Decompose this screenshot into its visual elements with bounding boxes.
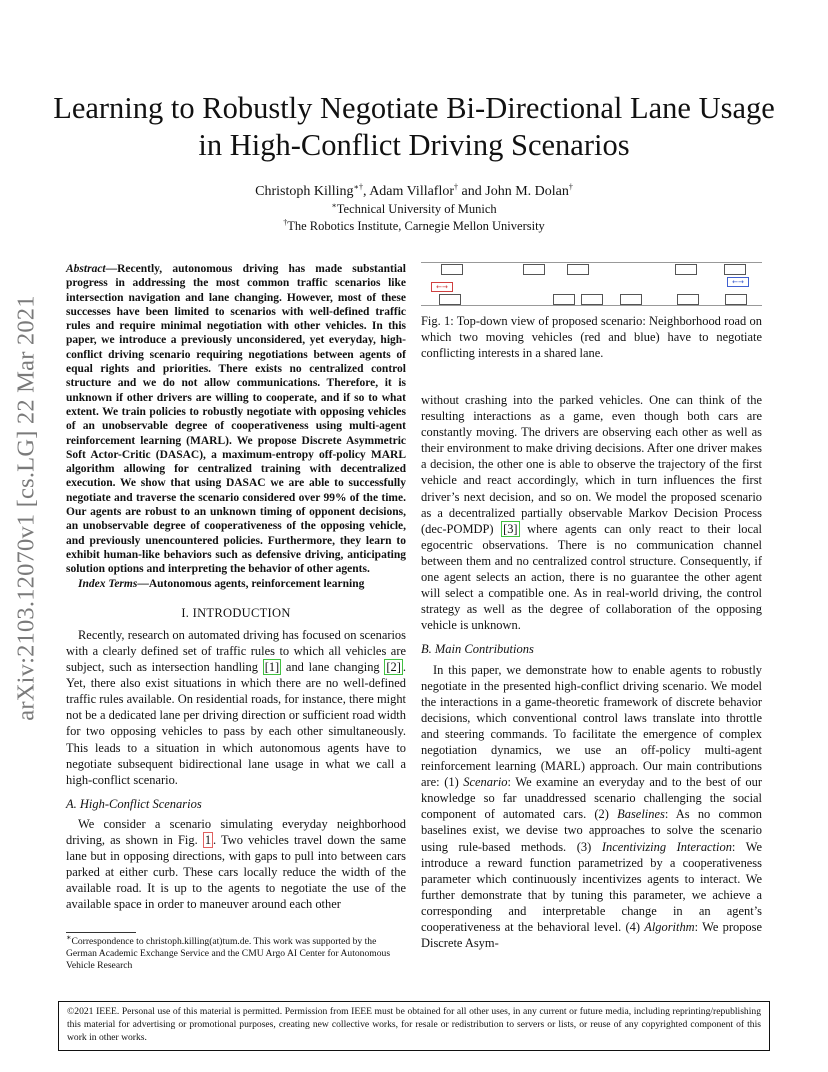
arxiv-stamp-text: arXiv:2103.12070v1 [cs.LG] 22 Mar 2021 bbox=[13, 294, 40, 721]
author-killing-marks: ∗† bbox=[353, 182, 363, 192]
parked-car bbox=[675, 264, 697, 275]
parked-car bbox=[553, 294, 575, 305]
high-conflict-paragraph bbox=[66, 816, 406, 913]
paper-title: Learning to Robustly Negotiate Bi-Directional Lane Usage in High-Conflict Driving Scenarios bbox=[53, 91, 775, 162]
parked-car bbox=[523, 264, 545, 275]
parked-car bbox=[439, 294, 461, 305]
blue-vehicle-icon: ←→ bbox=[727, 277, 749, 287]
citation-link-1[interactable]: [1] bbox=[264, 660, 280, 675]
contrib-text-4: : We introduce a reward function parametrized by a cooperativeness parameter which continuously incentivizes agents to interact. We further demonstrate that by tuning this parameter, we achieve a corresponding and interpretable change in an agent’s cooperativeness at the behavioral level. (4) bbox=[421, 839, 762, 934]
contrib-text-3: : As no common baselines exist, we devise two approaches to solve the scenario using rule-based methods. (3) bbox=[421, 807, 763, 854]
subsection-heading-contributions: B. Main Contributions bbox=[421, 642, 534, 657]
left-column bbox=[66, 262, 406, 913]
red-vehicle-icon: ←→ bbox=[431, 282, 453, 292]
index-terms-lead: Index Terms bbox=[78, 577, 138, 590]
contrib-text-2: : We examine an everyday and to the best of our knowledge so far unaddressed scenario challenging the social component of automated cars. (2) bbox=[421, 775, 762, 822]
intro-text-3: . Yet, there also exist situations in which there are no well-defined traffic rules available. On residential roads, for instance, there might not be a dedicated lane per driving direction or sufficient road width for two opposing vehicles to pass by each other simultaneously. This leads to a situation in which autonomous agents have to negotiate subsequent bidirectional lane usage in what we call a high-conflict scenario. bbox=[66, 660, 407, 787]
footnote bbox=[66, 932, 406, 972]
abstract bbox=[66, 262, 406, 577]
contrib-baselines: Baselines bbox=[617, 807, 665, 822]
road-edge-bottom bbox=[421, 305, 762, 306]
affiliation-cmu bbox=[40, 219, 788, 234]
contrib-scenario: Scenario bbox=[463, 775, 508, 790]
figure-ref-link[interactable]: 1 bbox=[204, 833, 212, 848]
game-text-2: where agents can only react to their local egocentric observations. There is no communication channel between them and no centralized control structure. Consequently, if one agent selects an action, there is no guarantee the other agent will select a compatible one. As in real-world driving, the control strategy as well as the degree of collaboration of the opposing vehicle is unknown. bbox=[421, 521, 762, 633]
parked-car bbox=[441, 264, 463, 275]
affiliation-cmu-text: The Robotics Institute, Carnegie Mellon University bbox=[287, 219, 545, 233]
index-terms bbox=[66, 577, 406, 591]
affiliation-tum bbox=[40, 202, 788, 217]
game-paragraph bbox=[421, 392, 762, 633]
contrib-algorithm: Algorithm bbox=[644, 920, 695, 934]
author-list bbox=[40, 183, 788, 200]
figure-caption: Fig. 1: Top-down view of proposed scenario: Neighborhood road on which two moving vehicles (red and blue) have to negotiate conflicting interests in a shared lane. bbox=[421, 314, 762, 361]
affiliation-tum-mark: ∗ bbox=[331, 200, 337, 210]
arxiv-stamp bbox=[12, 255, 42, 760]
intro-text-1: Recently, research on automated driving has focused on scenarios with a clearly defined set of traffic rules to which all vehicles are subject, such as intersection handling bbox=[66, 627, 406, 675]
intro-paragraph bbox=[66, 627, 406, 788]
right-column bbox=[421, 392, 762, 951]
abstract-lead: Abstract bbox=[66, 263, 106, 275]
footnote-rule bbox=[66, 932, 136, 933]
road-edge-top bbox=[421, 262, 762, 263]
author-killing: Christoph Killing bbox=[255, 184, 354, 199]
citation-link-2[interactable]: [2] bbox=[386, 660, 401, 675]
scenario-figure bbox=[421, 262, 762, 306]
affiliation-tum-text: Technical University of Munich bbox=[336, 202, 497, 216]
parked-car bbox=[620, 294, 642, 305]
subsection-heading-high-conflict: A. High-Conflict Scenarios bbox=[66, 796, 202, 811]
author-dolan: and John M. Dolan bbox=[458, 184, 569, 199]
author-villaflor: , Adam Villaflor bbox=[362, 184, 455, 199]
contrib-text-5: : We propose Discrete Asym- bbox=[421, 920, 762, 951]
author-villaflor-marks: † bbox=[454, 182, 459, 192]
parked-car bbox=[567, 264, 589, 275]
contributions-paragraph bbox=[421, 662, 762, 952]
author-dolan-marks: † bbox=[568, 182, 573, 192]
section-heading-introduction: I. INTRODUCTION bbox=[181, 605, 291, 620]
parked-car bbox=[725, 294, 747, 305]
parked-car bbox=[724, 264, 746, 275]
intro-text-2: and lane changing bbox=[281, 660, 385, 675]
game-text-1: without crashing into the parked vehicles. One can think of the resulting interactions as a game, even though both cars are constantly moving. The drivers are observing each other as well as their environment to make driving decisions. After one driver makes a decision, the other one is able to observe the trajectory of the first vehicle and react accordingly, which in turn influences the first driver’s next decision, and so on. We model the proposed scenario as a decentralized partially observable Markov Decision Process (dec-POMDP) bbox=[421, 393, 762, 536]
footnote-text: Correspondence to christoph.killing(at)tum.de. This work was supported by the German Academic Exchange Service and the CMU Argo AI Center for Autonomous Vehicle Research bbox=[66, 936, 391, 971]
footnote-mark: ∗ bbox=[66, 932, 72, 942]
affiliation-cmu-mark: † bbox=[283, 217, 288, 227]
high-conflict-text-1: We consider a scenario simulating everyday neighborhood driving, as shown in Fig. bbox=[66, 816, 406, 848]
contrib-text-1: In this paper, we demonstrate how to enable agents to robustly negotiate in the presented high-conflict driving scenario. We model the interactions in a game-theoretic framework of discrete behavior decisions, which conventional control laws translate into throttle and steering commands. To facilitate the emergence of complex negotiation dynamics, we use an off-policy multi-agent reinforcement learning (MARL) approach. Our main contributions are: (1) bbox=[421, 662, 762, 790]
copyright-notice: ©2021 IEEE. Personal use of this material is permitted. Permission from IEEE must be obtained for all other uses, in any current or future media, including reprinting/republishing this material for advertising or promotional purposes, creating new collective works, for resale or redistribution to servers or lists, or reuse of any copyrighted component of this work in other works. bbox=[58, 1001, 770, 1051]
abstract-text: —Recently, autonomous driving has made substantial progress in addressing the most common traffic scenarios like intersection navigation and lane changing. However, most of these successes have been limited to scenarios with well-defined traffic rules and require minimal negotiation with other vehicles. In this paper, we introduce a previously unconsidered, yet everyday, high-conflict driving scenario requiring negotiations between agents of equal rights and priorities. There exists no centralized control structure and we do not allow communications. Therefore, it is unknown if other drivers are willing to cooperate, and if so to what extent. We train policies to robustly negotiate with opposing vehicles of an unobservable degree of cooperativeness using multi-agent reinforcement learning (MARL). We propose Discrete Asymmetric Soft Actor-Critic (DASAC), a maximum-entropy off-policy MARL algorithm allowing for centralized training with decentralized execution. We show that using DASAC we are able to successfully negotiate and traverse the scenario considered over 99% of the time. Our agents are robust to an unknown timing of opponent decisions, an unobservable degree of cooperativeness of the opposing vehicle, and previously unencountered policies. Furthermore, they learn to exhibit human-like behaviors such as defensive driving, anticipating solution options and interpreting the behavior of other agents. bbox=[66, 263, 406, 576]
high-conflict-text-2: . Two vehicles travel down the same lane but in opposing directions, with gaps to pull into between cars parked at either curb. These cars locally reduce the width of the available road. It is up to the agents to negotiate the use of the available space in order to maneuver around each other bbox=[66, 833, 406, 912]
contrib-incentivizing: Incentivizing Interaction bbox=[601, 839, 732, 854]
parked-car bbox=[581, 294, 603, 305]
parked-car bbox=[677, 294, 699, 305]
citation-link-3[interactable]: [3] bbox=[503, 521, 518, 536]
index-terms-text: —Autonomous agents, reinforcement learning bbox=[137, 577, 365, 590]
